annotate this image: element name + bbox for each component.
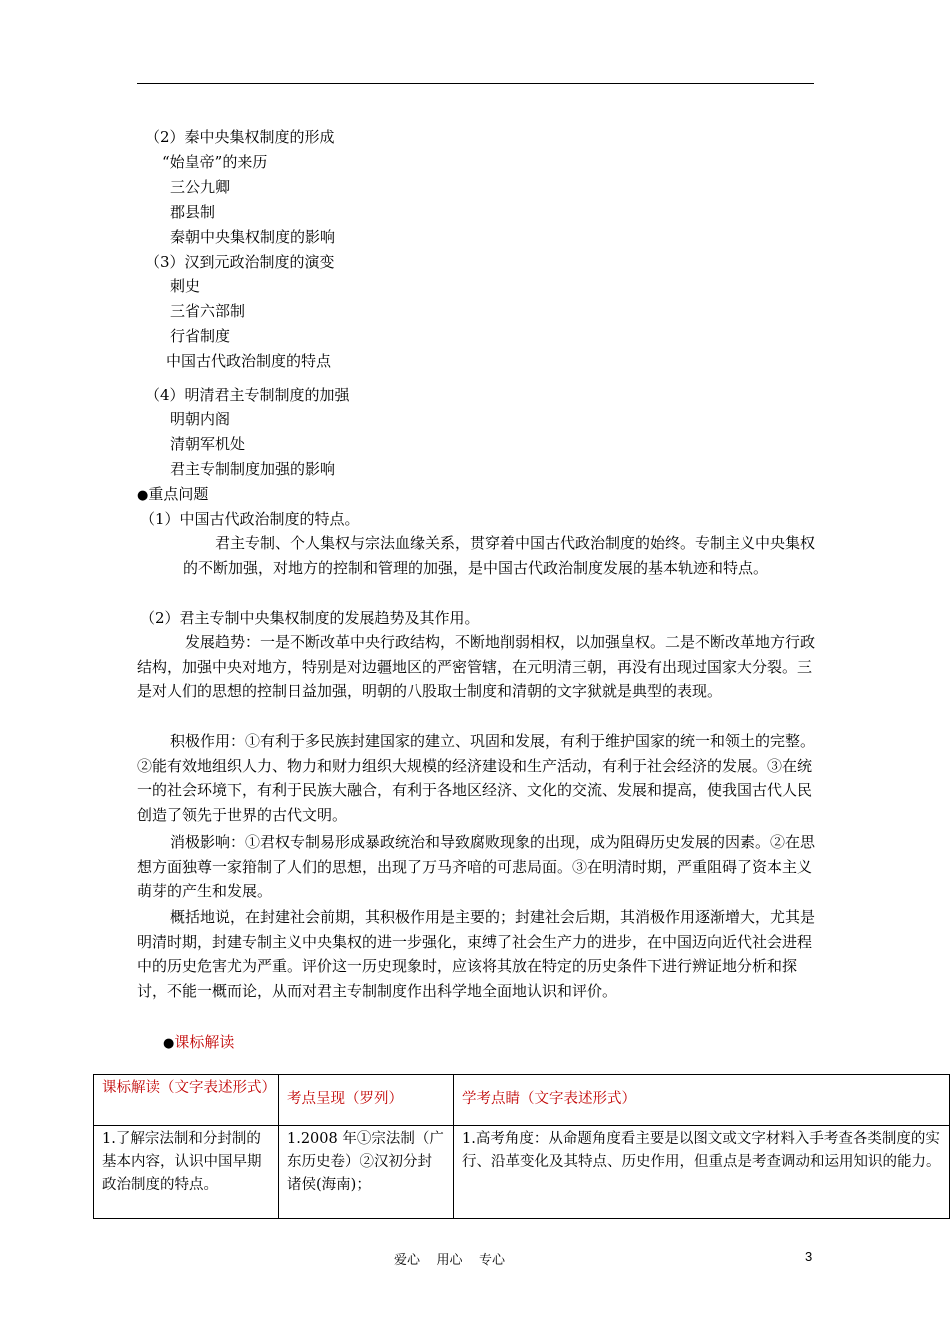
outline-item: 刺史 <box>170 277 201 295</box>
key-issue-q2-summary: 概括地说，在封建社会前期，其积极作用是主要的；封建社会后期，其消极作用逐渐增大，尤其是明清时期，封建专制主义中央集权的进一步强化，束缚了社会生产力的进步，在中国迈向近代社会进程中的历史危害尤为严重。评价这一历史现象时，应该将其放在特定的历史条件下进行辨证地分析和探讨，不能一概而论，从而对君主专制制度作出科学地全面地认识和评价。 <box>137 908 816 1000</box>
table-header-cell: 课标解读（文字表述形式） <box>94 1075 279 1126</box>
key-issue-q2-positive: 积极作用：①有利于多民族封建国家的建立、巩固和发展，有利于维护国家的统一和领土的完整。②能有效地组织人力、物力和财力组织大规模的经济建设和生产活动，有利于社会经济的发展。③在统一的社会环境下，有利于民族大融合，有利于各地区经济、文化的交流、发展和提高，使我国古代人民创造了领先于世界的古代文明。 <box>137 732 816 824</box>
outline-item: 三省六部制 <box>170 302 246 320</box>
page-number: 3 <box>805 1249 813 1264</box>
bullet-icon: ● <box>163 1036 175 1051</box>
outline-item: 明朝内阁 <box>170 410 231 428</box>
outline-item: 三公九卿 <box>170 178 231 196</box>
table-cell: 1.了解宗法制和分封制的基本内容，认识中国早期政治制度的特点。 <box>94 1126 279 1219</box>
table-header-row <box>94 1075 950 1126</box>
table-header-cell: 学考点睛（文字表述形式） <box>454 1075 950 1126</box>
table-cell: 1.高考角度：从命题角度看主要是以图文或文字材料入手考查各类制度的实行、沿革变化及其特点、历史作用，但重点是考查调动和运用知识的能力。 <box>454 1126 950 1219</box>
outline-item: 郡县制 <box>170 203 216 221</box>
outline-item: 行省制度 <box>170 327 231 345</box>
key-issue-q2-trend: 发展趋势：一是不断改革中央行政结构，不断地削弱相权，以加强皇权。二是不断改革地方行政结构，加强中央对地方，特别是对边疆地区的严密管辖，在元明清三朝，再没有出现过国家大分裂。三是对人们的思想的控制日益加强，明朝的八股取士制度和清朝的文字狱就是典型的表现。 <box>137 633 816 701</box>
outline-item: “始皇帝”的来历 <box>162 153 268 171</box>
standards-table <box>93 1074 950 1219</box>
key-issue-q2-title: （2）君主专制中央集权制度的发展趋势及其作用。 <box>140 609 480 627</box>
header-rule <box>137 83 814 84</box>
outline-section4-title: （4）明清君主专制制度的加强 <box>145 386 350 404</box>
table-cell: 1.2008 年①宗法制（广东历史卷）②汉初分封诸侯(海南)； <box>279 1126 454 1219</box>
key-issue-q1-body: 君主专制、个人集权与宗法血缘关系，贯穿着中国古代政治制度的始终。专制主义中央集权的不断加强，对地方的控制和管理的加强，是中国古代政治制度发展的基本轨迹和特点。 <box>183 534 816 577</box>
footer-motto: 爱心 用心 专心 <box>394 1253 506 1268</box>
key-issue-q2-negative: 消极影响：①君权专制易形成暴政统治和导致腐败现象的出现，成为阻碍历史发展的因素。②在思想方面独尊一家箝制了人们的思想，出现了万马齐喑的可悲局面。③在明清时期，严重阻碍了资本主义萌芽的产生和发展。 <box>137 833 816 901</box>
outline-item: 秦朝中央集权制度的影响 <box>170 228 336 246</box>
standards-heading <box>163 1032 234 1054</box>
bullet-icon: ● <box>137 488 149 503</box>
outline-item: 中国古代政治制度的特点 <box>166 352 332 370</box>
key-issues-heading <box>137 484 208 506</box>
key-issue-q1-title: （1）中国古代政治制度的特点。 <box>140 510 360 528</box>
standards-heading-text: 课标解读 <box>174 1033 235 1051</box>
key-issues-heading-text: 重点问题 <box>148 485 209 503</box>
outline-item: 清朝军机处 <box>170 435 246 453</box>
outline-item: 君主专制制度加强的影响 <box>170 460 336 478</box>
table-header-cell: 考点呈现（罗列） <box>279 1075 454 1126</box>
table-row <box>94 1126 950 1219</box>
outline-section2-title: （2）秦中央集权制度的形成 <box>145 128 335 146</box>
outline-section3-title: （3）汉到元政治制度的演变 <box>145 253 335 271</box>
